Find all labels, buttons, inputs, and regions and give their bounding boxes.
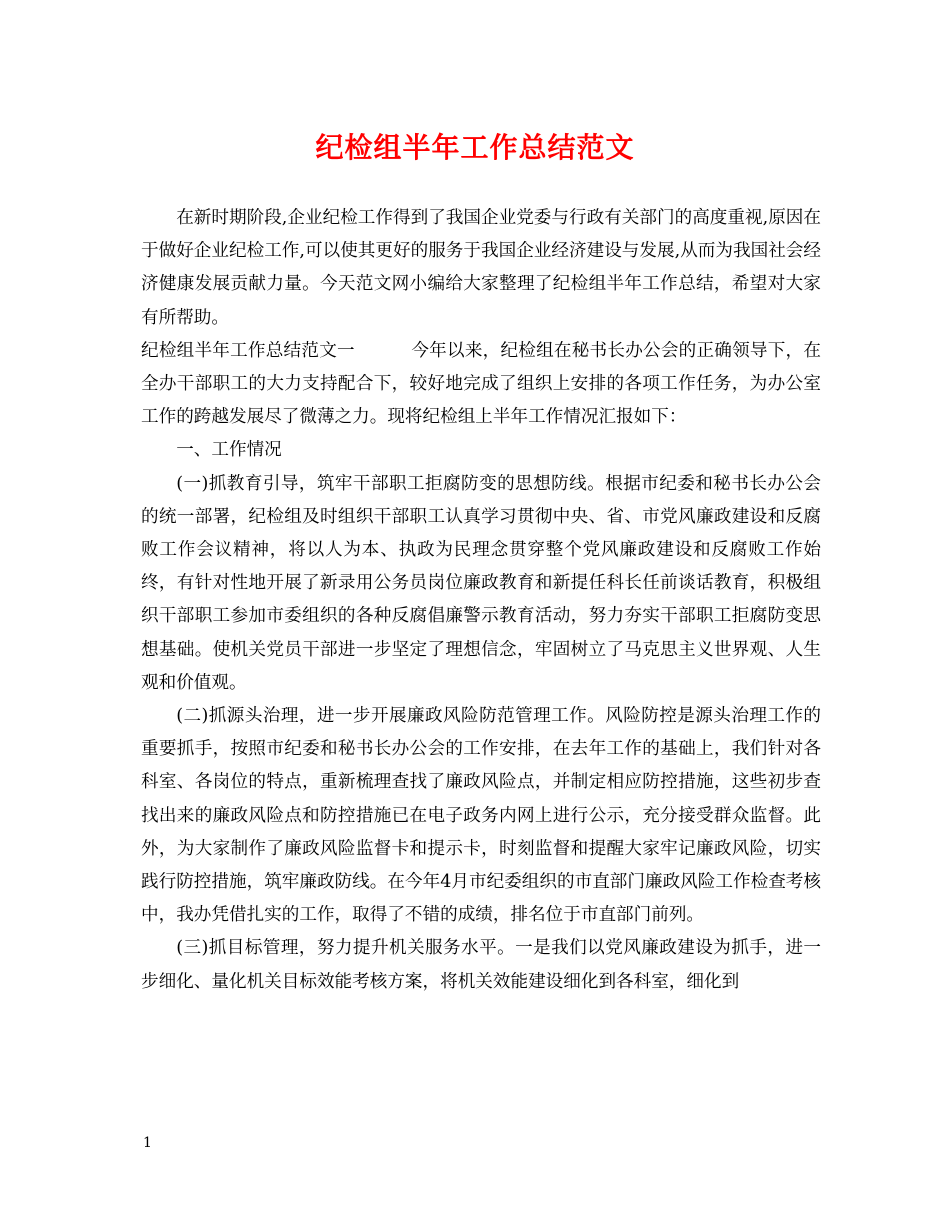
paragraph-item-three: (三)抓目标管理，努力提升机关服务水平。一是我们以党风廉政建设为抓手，进一步细化、量化机关目标效能考核方案，将机关效能建设细化到各科室，细化到: [141, 938, 821, 992]
section-text: 今年以来，纪检组在秘书长办公会的正确领导下，在全办干部职工的大力支持配合下，较好地完成了组织上安排的各项工作任务，为办公室工作的跨越发展尽了微薄之力。现将纪检组上半年工作情况汇报如下：: [141, 340, 821, 428]
heading-work-status: 一、工作情况: [176, 440, 282, 461]
document-title: 纪检组半年工作总结范文: [315, 131, 635, 164]
paragraph-item-one: (一)抓教育引导，筑牢干部职工拒腐防变的思想防线。根据市纪委和秘书长办公会的统一部署，纪检组及时组织干部职工认真学习贯彻中央、省、市党风廉政建设和反腐败工作会议精神，将以人为本、执政为民理念贯穿整个党风廉政建设和反腐败工作始终，有针对性地开展了新录用公务员岗位廉政教育和新提任科长任前谈话教育，积极组织干部职工参加市委组织的各种反腐倡廉警示教育活动，努力夯实干部职工拒腐防变思想基础。使机关党员干部进一步坚定了理想信念，牢固树立了马克思主义世界观、人生观和价值观。: [141, 473, 821, 693]
paragraph-item-two: (二)抓源头治理，进一步开展廉政风险防范管理工作。风险防控是源头治理工作的重要抓手，按照市纪委和秘书长办公会的工作安排，在去年工作的基础上，我们针对各科室、各岗位的特点，重新梳理查找了廉政风险点，并制定相应防控措施，这些初步查找出来的廉政风险点和防控措施已在电子政务内网上进行公示，充分接受群众监督。此外，为大家制作了廉政风险监督卡和提示卡，时刻监督和提醒大家牢记廉政风险，切实践行防控措施，筑牢廉政防线。在今年4月市纪委组织的市直部门廉政风险工作检查考核中，我办凭借扎实的工作，取得了不错的成绩，排名位于市直部门前列。: [141, 706, 821, 926]
section-label: 纪检组半年工作总结范文一: [141, 340, 355, 361]
paragraph-section-one: [141, 335, 821, 435]
page-number: 1: [143, 1135, 152, 1151]
paragraph-intro: 在新时期阶段,企业纪检工作得到了我国企业党委与行政有关部门的高度重视,原因在于做好企业纪检工作,可以使其更好的服务于我国企业经济建设与发展,从而为我国社会经济健康发展贡献力量。今天范文网小编给大家整理了纪检组半年工作总结，希望对大家有所帮助。: [141, 208, 821, 328]
document-body: [141, 202, 821, 999]
